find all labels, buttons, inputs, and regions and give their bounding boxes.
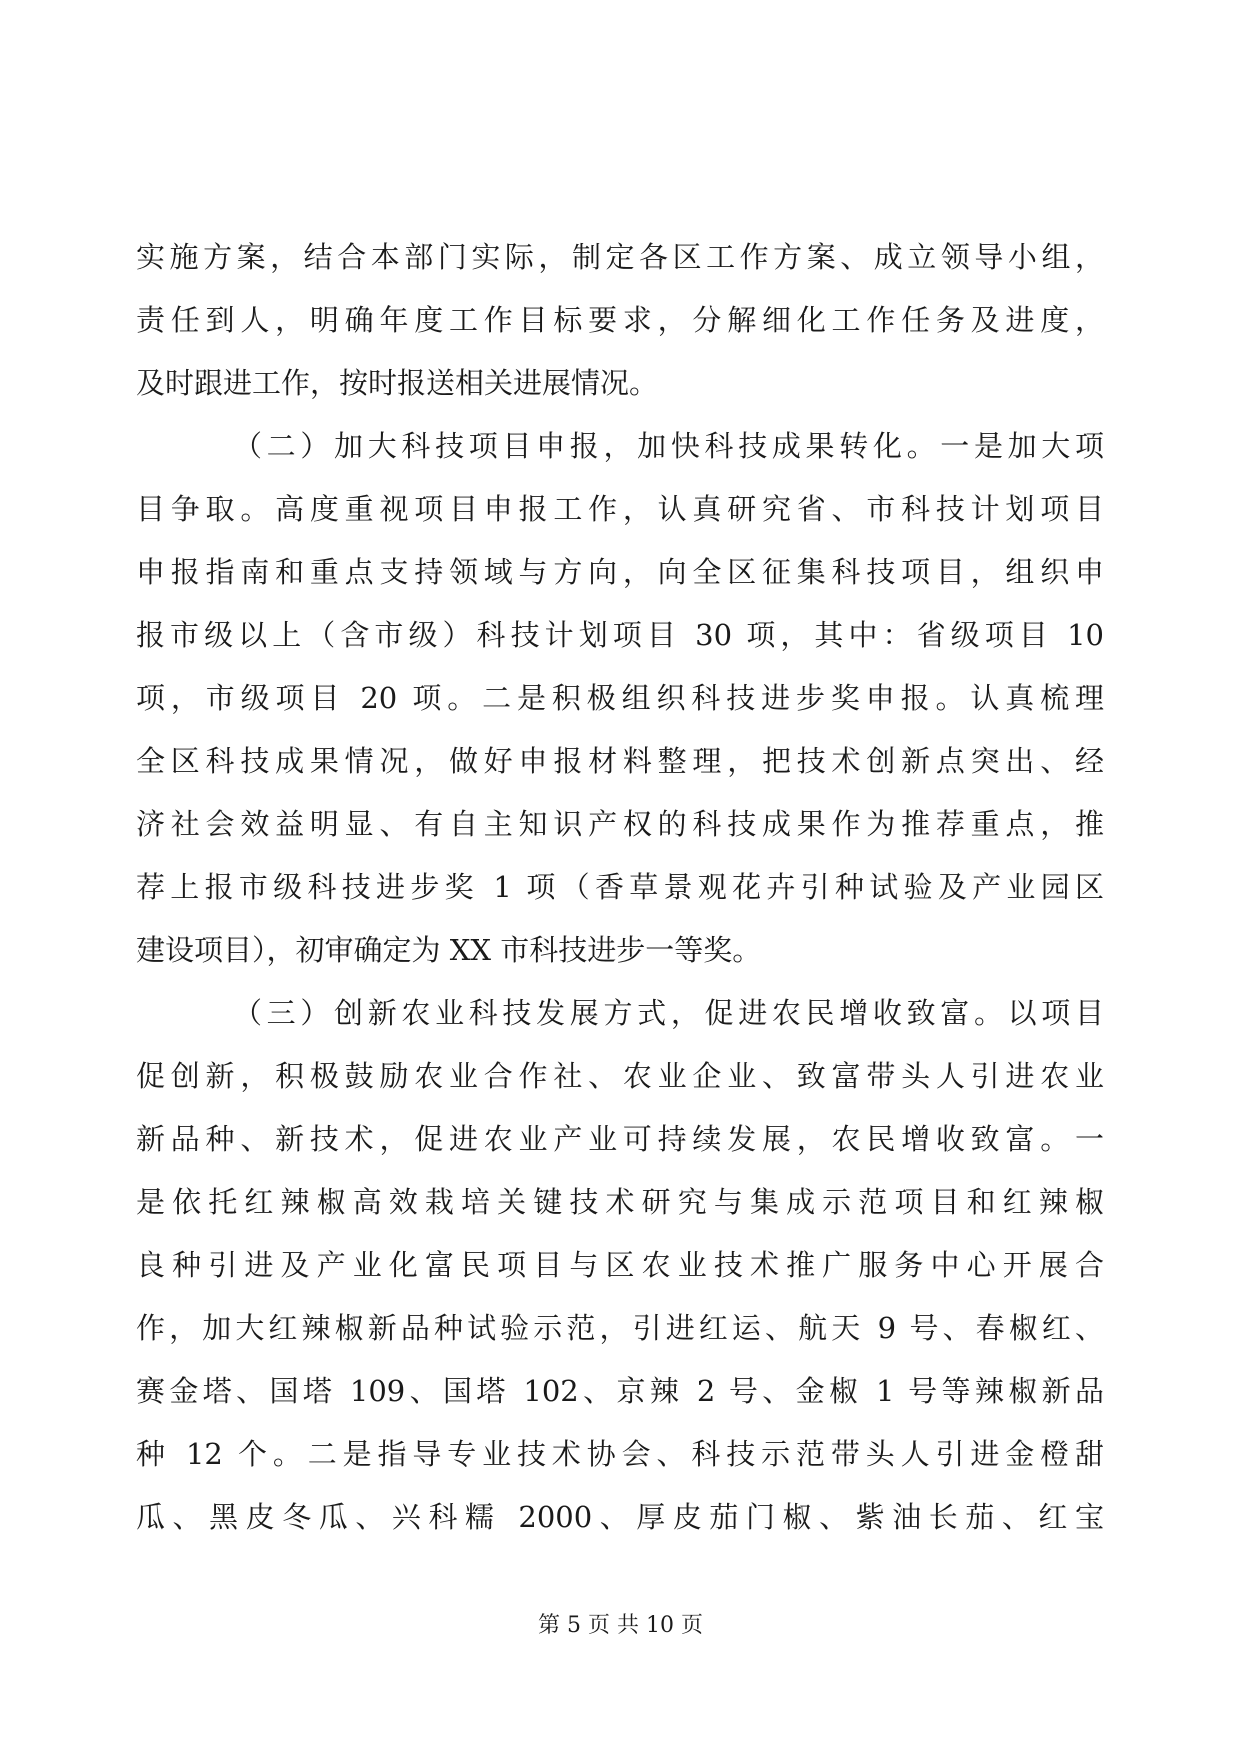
text-line: 促创新，积极鼓励农业合作社、农业企业、致富带头人引进农业 (136, 1059, 1104, 1093)
text-line: 建设项目），初审确定为 XX 市科技进步一等奖。 (136, 933, 762, 967)
section-heading-line: （二）加大科技项目申报，加快科技成果转化。一是加大项 (233, 429, 1104, 463)
text-line: 济社会效益明显、有自主知识产权的科技成果作为推荐重点，推 (136, 807, 1104, 841)
text-line: 新品种、新技术，促进农业产业可持续发展，农民增收致富。一 (136, 1122, 1104, 1156)
text-line: 赛金塔、国塔 109、国塔 102、京辣 2 号、金椒 1 号等辣椒新品 (136, 1374, 1104, 1408)
text-line: 申报指南和重点支持领域与方向，向全区征集科技项目，组织申 (136, 555, 1104, 589)
section-heading-line: （三）创新农业科技发展方式，促进农民增收致富。以项目 (233, 996, 1104, 1030)
page-number-footer: 第 5 页 共 10 页 (538, 1613, 703, 1638)
text-line: 良种引进及产业化富民项目与区农业技术推广服务中心开展合 (136, 1248, 1104, 1282)
text-line: 目争取。高度重视项目申报工作，认真研究省、市科技计划项目 (136, 492, 1104, 526)
text-line: 项，市级项目 20 项。二是积极组织科技进步奖申报。认真梳理 (136, 681, 1104, 715)
text-line: 实施方案，结合本部门实际，制定各区工作方案、成立领导小组， (136, 240, 1104, 274)
text-line: 责任到人，明确年度工作目标要求，分解细化工作任务及进度， (136, 303, 1104, 337)
document-body (136, 226, 1104, 1549)
text-line: 及时跟进工作，按时报送相关进展情况。 (136, 366, 659, 400)
text-line: 报市级以上（含市级）科技计划项目 30 项，其中：省级项目 10 (136, 618, 1104, 652)
text-line: 作，加大红辣椒新品种试验示范，引进红运、航天 9 号、春椒红、 (136, 1311, 1104, 1345)
text-line: 荐上报市级科技进步奖 1 项（香草景观花卉引种试验及产业园区 (136, 870, 1104, 904)
text-line: 瓜、黑皮冬瓜、兴科糯 2000、厚皮茄门椒、紫油长茄、红宝 (136, 1500, 1104, 1534)
text-line: 种 12 个。二是指导专业技术协会、科技示范带头人引进金橙甜 (136, 1437, 1104, 1471)
text-line: 全区科技成果情况，做好申报材料整理，把技术创新点突出、经 (136, 744, 1104, 778)
text-line: 是依托红辣椒高效栽培关键技术研究与集成示范项目和红辣椒 (136, 1185, 1104, 1219)
